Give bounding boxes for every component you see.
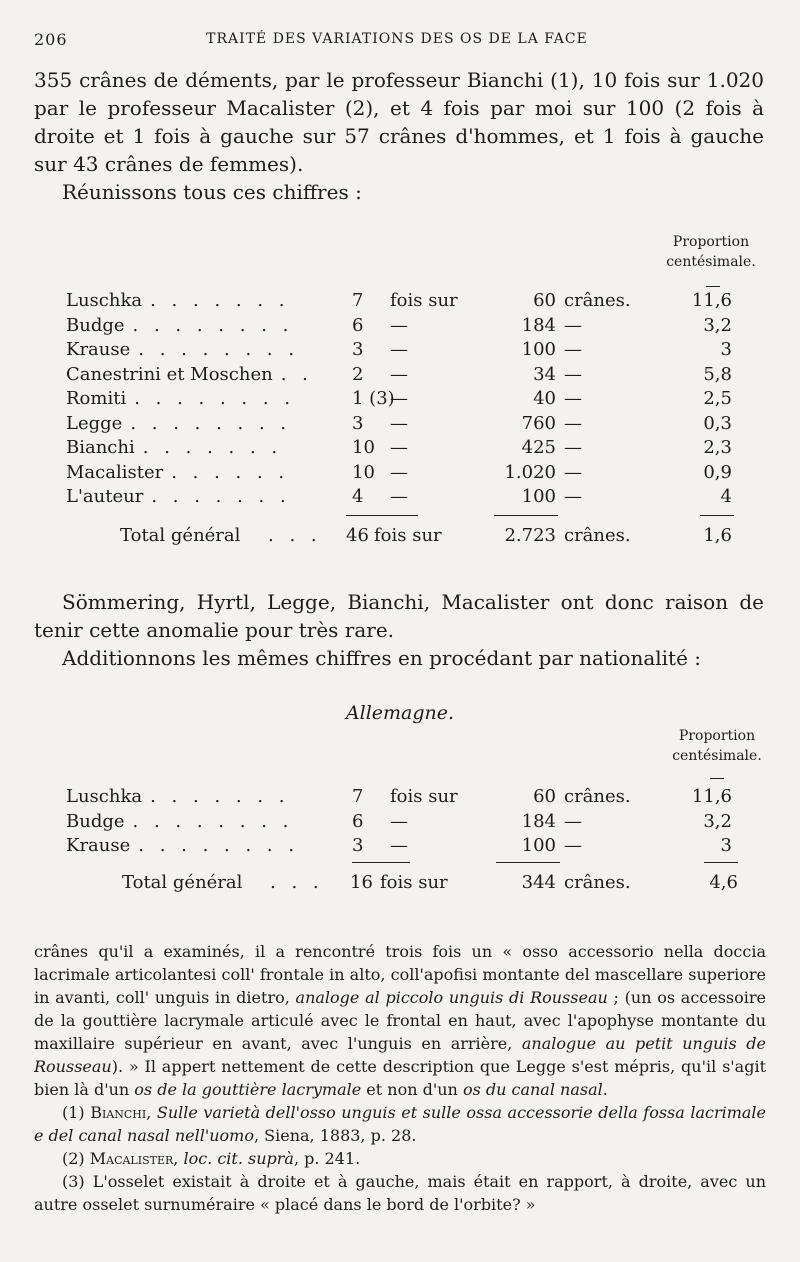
- sum-rule-pct: [704, 862, 738, 863]
- proportion-header-line2: centésimale.: [666, 254, 756, 270]
- total-cranes: crânes.: [564, 525, 631, 546]
- total-skulls: 344: [521, 872, 556, 893]
- row-dots: . . . . . . . .: [134, 388, 296, 409]
- footnote-mark: (1): [62, 1103, 91, 1122]
- row-count: 6: [352, 810, 364, 832]
- footnote-title: Sulle varietà dell'osso unguis et sulle ossa accessorie della fossa lacrimale e del canal nasal nell'uomo: [34, 1103, 767, 1145]
- row-dots: . . . . . . .: [150, 786, 290, 807]
- page-number: 206: [34, 30, 68, 49]
- proportion-header-line1: Proportion: [678, 728, 756, 744]
- row-skulls: 760: [521, 412, 556, 434]
- row-cranes: —: [564, 339, 582, 360]
- intro-lead-paragraph: Réunissons tous ces chiffres :: [62, 180, 362, 204]
- row-name: Legge: [66, 412, 123, 434]
- row-name: Luschka: [66, 290, 143, 311]
- footnote-author: Macalister: [89, 1149, 174, 1168]
- footnote-text: , p. 241.: [293, 1149, 361, 1168]
- row-cranes: —: [564, 486, 582, 507]
- row-fois: —: [390, 388, 408, 409]
- row-count: 10: [352, 461, 375, 483]
- row-skulls: 60: [533, 290, 556, 311]
- row-name: Krause: [66, 339, 131, 360]
- row-cranes: —: [564, 437, 582, 458]
- row-dots: . . . . . . . .: [130, 412, 292, 434]
- table-caption: Allemagne.: [345, 702, 455, 724]
- row-skulls: 100: [521, 486, 556, 507]
- running-header: [34, 30, 760, 54]
- sum-rule-pct: [700, 515, 734, 516]
- row-cranes: —: [564, 412, 582, 434]
- table-row: [0, 835, 800, 861]
- row-pct: 2,3: [703, 437, 732, 458]
- row-count: 3: [352, 835, 364, 856]
- row-skulls: 34: [533, 363, 556, 385]
- row-dots: . . . . . .: [171, 461, 290, 483]
- total-cranes: crânes.: [564, 872, 631, 893]
- footnote-text: .: [602, 1080, 608, 1099]
- total-pct: 4,6: [709, 872, 738, 893]
- table-row: [0, 364, 800, 390]
- middle-paragraph: Sömmering, Hyrtl, Legge, Bianchi, Macalister ont donc raison de tenir cette anomalie pour très rare.: [34, 590, 764, 642]
- footnote-author: Bianchi: [90, 1103, 147, 1122]
- row-pct: 3: [720, 339, 732, 360]
- table-row: [0, 315, 800, 341]
- row-name: Budge: [66, 810, 125, 832]
- sum-rule-count: [352, 862, 410, 863]
- row-fois: —: [390, 363, 408, 385]
- row-pct: 2,5: [703, 388, 732, 409]
- row-count: 1 (3): [352, 388, 395, 409]
- table-row: [0, 462, 800, 488]
- proportion-header-line2: centésimale.: [672, 748, 762, 764]
- row-name: Budge: [66, 314, 125, 336]
- table-row: [0, 413, 800, 439]
- total-fois: fois sur: [380, 872, 448, 893]
- row-count: 10: [352, 437, 375, 458]
- row-name: L'auteur: [66, 486, 144, 507]
- table-row: [0, 786, 800, 812]
- footnotes: [34, 940, 766, 1216]
- row-pct: 3,2: [703, 810, 732, 832]
- row-dots: . . . . . . .: [142, 437, 283, 458]
- total-count: 46: [346, 525, 369, 546]
- row-cranes: —: [564, 810, 582, 832]
- header-dash: [710, 778, 724, 779]
- running-title: TRAITÉ DES VARIATIONS DES OS DE LA FACE: [206, 31, 588, 47]
- table-row: [0, 811, 800, 837]
- row-cranes: crânes.: [564, 786, 631, 807]
- row-fois: fois sur: [390, 290, 458, 311]
- footnote-2: [34, 1147, 766, 1170]
- table-row: [0, 388, 800, 414]
- total-fois: fois sur: [374, 525, 442, 546]
- row-cranes: —: [564, 835, 582, 856]
- row-cranes: —: [564, 461, 582, 483]
- row-skulls: 100: [521, 339, 556, 360]
- row-skulls: 1.020: [504, 461, 556, 483]
- row-cranes: —: [564, 363, 582, 385]
- table-row: [0, 437, 800, 463]
- total-label: Total général: [122, 872, 243, 893]
- row-fois: —: [390, 835, 408, 856]
- footnote-3: (3) L'osselet existait à droite et à gauche, mais était en rapport, à droite, avec un autre osselet surnuméraire « placé dans le bord de l'orbite? »: [34, 1172, 766, 1214]
- row-cranes: crânes.: [564, 290, 631, 311]
- row-count: 7: [352, 290, 364, 311]
- total-label: Total général: [120, 525, 241, 546]
- row-cranes: —: [564, 314, 582, 336]
- table-row: [0, 339, 800, 365]
- row-skulls: 184: [521, 810, 556, 832]
- row-pct: 11,6: [691, 290, 732, 311]
- sum-rule-total: [494, 515, 558, 516]
- table-total-row: [0, 872, 800, 898]
- row-count: 4: [352, 486, 364, 507]
- footnote-italic: analogue au petit unguis de Rousseau: [34, 1034, 767, 1076]
- row-pct: 3: [720, 835, 732, 856]
- row-pct: 0,9: [703, 461, 732, 483]
- row-name: Krause: [66, 835, 131, 856]
- row-fois: —: [390, 461, 408, 483]
- intro-paragraph: 355 crânes de déments, par le professeur Bianchi (1), 10 fois sur 1.020 par le professeur Macalister (2), et 4 fois par moi sur 100 (2 fois à droite et 1 fois à gauche sur 57 crânes d'hommes, et 1 fois à gauche sur 43 crânes de femmes).: [34, 68, 764, 176]
- total-skulls: 2.723: [504, 525, 556, 546]
- row-dots: . . . . . . . .: [132, 314, 294, 336]
- row-dots: . . . . . . . .: [138, 339, 300, 360]
- row-pct: 0,3: [703, 412, 732, 434]
- row-dots: . . . . . . .: [151, 486, 291, 507]
- row-pct: 3,2: [703, 314, 732, 336]
- row-dots: . . . . . . .: [150, 290, 290, 311]
- sum-rule-count: [346, 515, 418, 516]
- row-count: 3: [352, 339, 364, 360]
- footnote-1: [34, 1101, 766, 1147]
- table-row: [0, 290, 800, 316]
- footnote-text: crânes qu'il a examinés, il a rencontré trois fois un « osso accessorio nella doccia lacrimale articolantesi coll' frontale in alto, coll'apofisi montante del mascellare superiore in avanti, coll' unguis in dietro,: [34, 942, 766, 1007]
- middle-lead-paragraph: Additionnons les mêmes chiffres en procédant par nationalité :: [62, 646, 702, 670]
- row-count: 3: [352, 412, 364, 434]
- row-name: Bianchi: [66, 437, 135, 458]
- row-skulls: 60: [533, 786, 556, 807]
- row-name: Macalister: [66, 461, 164, 483]
- row-dots: . .: [280, 363, 313, 385]
- middle-text: [34, 588, 764, 672]
- row-fois: —: [390, 486, 408, 507]
- row-pct: 4: [720, 486, 732, 507]
- row-fois: —: [390, 810, 408, 832]
- footnote-mark: (2): [62, 1149, 90, 1168]
- total-count: 16: [350, 872, 373, 893]
- sum-rule-total: [496, 862, 560, 863]
- row-skulls: 40: [533, 388, 556, 409]
- row-fois: fois sur: [390, 786, 458, 807]
- row-cranes: —: [564, 388, 582, 409]
- footnote-text: et non d'un: [361, 1080, 463, 1099]
- footnote-italic: os de la gouttière lacrymale: [134, 1080, 362, 1099]
- footnote-text: , Siena, 1883, p. 28.: [253, 1126, 417, 1145]
- row-fois: —: [390, 437, 408, 458]
- table-total-row: [0, 525, 800, 551]
- footnote-text: ,: [146, 1103, 157, 1122]
- row-pct: 11,6: [691, 786, 732, 807]
- row-name: Luschka: [66, 786, 143, 807]
- total-dots: . . .: [268, 525, 322, 546]
- footnote-continuation: [34, 940, 766, 1101]
- footnote-italic: analoge al piccolo unguis di Rousseau: [295, 988, 608, 1007]
- row-dots: . . . . . . . .: [132, 810, 294, 832]
- proportion-header-line1: Proportion: [672, 234, 750, 250]
- row-skulls: 184: [521, 314, 556, 336]
- row-fois: —: [390, 412, 408, 434]
- row-count: 7: [352, 786, 364, 807]
- total-dots: . . .: [270, 872, 324, 893]
- footnote-title: loc. cit. suprà: [183, 1149, 294, 1168]
- header-dash: [706, 286, 720, 287]
- total-pct: 1,6: [703, 525, 732, 546]
- row-dots: . . . . . . . .: [138, 835, 300, 856]
- row-skulls: 100: [521, 835, 556, 856]
- table-row: [0, 486, 800, 512]
- proportion-header: [656, 232, 766, 272]
- row-pct: 5,8: [703, 363, 732, 385]
- row-fois: —: [390, 314, 408, 336]
- row-fois: —: [390, 339, 408, 360]
- footnote-italic: os du canal nasal: [462, 1080, 603, 1099]
- row-name: Romiti: [66, 388, 127, 409]
- footnote-text: ,: [173, 1149, 184, 1168]
- row-name: Canestrini et Moschen: [66, 363, 273, 385]
- row-skulls: 425: [521, 437, 556, 458]
- footnote-text: ). » Il appert nettement de cette description que Legge s'est mépris, qu'il s'agit bien là d'un: [34, 1057, 766, 1099]
- footnote-text: ; (un os accessoire de la gouttière lacrymale articulé avec le frontal en haut, avec l'apophyse montante du maxillaire supérieur en avant, avec l'unguis en arrière,: [34, 988, 767, 1053]
- intro-text: [34, 66, 764, 206]
- row-count: 6: [352, 314, 364, 336]
- proportion-header: [662, 726, 772, 766]
- row-count: 2: [352, 363, 364, 385]
